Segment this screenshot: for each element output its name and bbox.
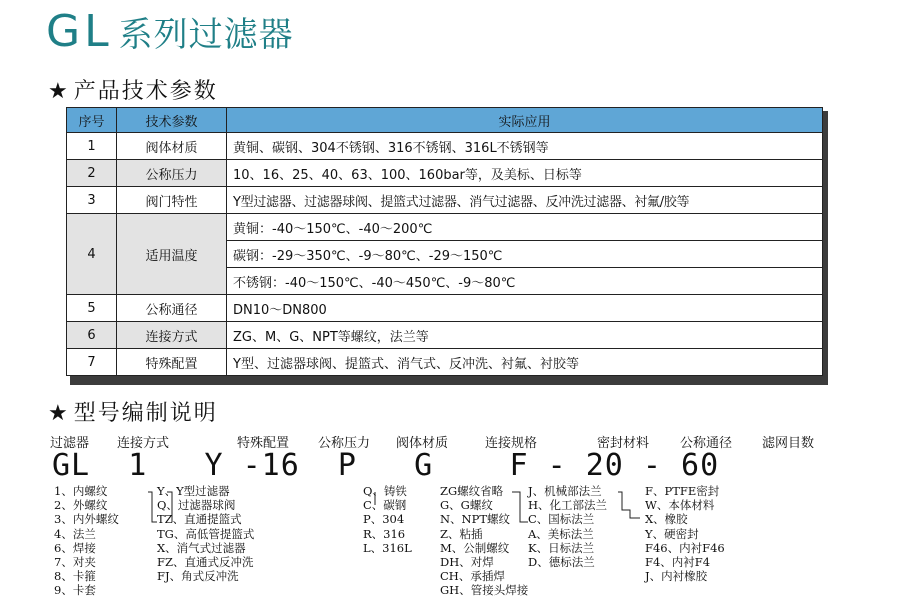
seal-list (645, 484, 725, 583)
row-value: 黄铜：-40～150℃、-40～200℃ (227, 214, 823, 241)
list-item: R、316 (363, 526, 406, 541)
model-label: 连接规格 (485, 436, 538, 451)
model-label: 特殊配置 (237, 436, 290, 451)
header-param: 技术参数 (117, 108, 227, 133)
list-item: 6、焊接 (54, 540, 96, 555)
title-text: 系列过滤器 (118, 15, 294, 55)
list-item: F4、内衬F4 (645, 555, 711, 570)
list-item: F、PTFE密封 (645, 484, 720, 498)
model-code: GL 1 Y -16 P G F - 20 - 60 (52, 448, 720, 483)
row-no: 1 (67, 133, 117, 160)
bracket-connection (148, 492, 157, 522)
model-label: 公称通径 (680, 436, 733, 451)
section-label: 型号编制说明 (73, 401, 218, 426)
row-no: 2 (67, 160, 117, 187)
row-param: 连接方式 (117, 322, 227, 349)
row-value: 不锈钢：-40～150℃、-40～450℃、-9～80℃ (227, 268, 823, 295)
list-item: N、NPT螺纹 (440, 512, 511, 527)
star-icon: ★ (48, 401, 70, 426)
list-item: C、碳钢 (363, 498, 407, 513)
list-item: 3、内外螺纹 (54, 512, 119, 527)
row-value: 黄铜、碳钢、304不锈钢、316不锈钢、316L不锈钢等 (227, 133, 823, 160)
row-value: 10、16、25、40、63、100、160bar等，及美标、日标等 (227, 160, 823, 187)
list-item: FZ、直通式反冲洗 (157, 555, 254, 570)
list-item: ZG螺纹省略 (440, 484, 504, 498)
list-item: Z、粘插 (440, 526, 483, 541)
list-item: J、内衬橡胶 (645, 569, 708, 584)
list-item: Q、过滤器球阀 (157, 498, 236, 513)
row-param: 公称压力 (117, 160, 227, 187)
row-no: 4 (67, 214, 117, 295)
row-no: 3 (67, 187, 117, 214)
list-item: X、消气式过滤器 (157, 540, 246, 555)
list-item: 1、内螺纹 (54, 484, 108, 498)
list-item: 7、对夹 (54, 555, 96, 570)
list-item: K、日标法兰 (528, 540, 595, 555)
connection-list (54, 484, 119, 598)
row-value: 碳钢：-29～350℃、-9～80℃、-29～150℃ (227, 241, 823, 268)
bracket-seal (618, 492, 640, 518)
star-icon: ★ (48, 79, 70, 104)
title-prefix: GL (46, 6, 113, 57)
row-no: 7 (67, 349, 117, 376)
list-item: F46、内衬F46 (645, 540, 725, 555)
header-value: 实际应用 (227, 108, 823, 133)
row-param: 阀门特性 (117, 187, 227, 214)
model-label: 连接方式 (117, 436, 170, 451)
model-label: 公称压力 (318, 436, 371, 451)
list-item: DH、对焊 (440, 555, 494, 570)
thread-list (440, 484, 528, 598)
list-item: W、本体材料 (645, 498, 715, 513)
row-value: ZG、M、G、NPT等螺纹，法兰等 (227, 322, 823, 349)
header-no: 序号 (67, 108, 117, 133)
list-item: H、化工部法兰 (528, 498, 608, 513)
model-label: 滤网目数 (762, 436, 815, 451)
list-item: Q、铸铁 (363, 484, 407, 498)
list-item: TZ、直通提篮式 (157, 512, 242, 527)
list-item: 9、卡套 (54, 583, 96, 598)
row-param: 公称通径 (117, 295, 227, 322)
list-item: P、304 (363, 512, 405, 527)
row-no: 5 (67, 295, 117, 322)
model-label: 密封材料 (597, 436, 650, 451)
material-list (363, 484, 412, 555)
list-item: M、公制螺纹 (440, 540, 510, 555)
list-item: 2、外螺纹 (54, 498, 108, 513)
list-item: X、橡胶 (645, 512, 688, 527)
model-label: 阀体材质 (396, 436, 449, 451)
list-item: 4、法兰 (54, 526, 96, 541)
list-item: TG、高低管提篮式 (157, 526, 255, 541)
list-item: A、美标法兰 (528, 526, 594, 541)
row-param: 特殊配置 (117, 349, 227, 376)
list-item: C、国标法兰 (528, 512, 595, 527)
model-label: 过滤器 (50, 436, 90, 451)
list-item: CH、承插焊 (440, 569, 505, 584)
list-item: GH、管接头焊接 (440, 583, 529, 598)
list-item: D、德标法兰 (528, 555, 595, 570)
row-param: 阀体材质 (117, 133, 227, 160)
row-no: 6 (67, 322, 117, 349)
list-item: G、G螺纹 (440, 498, 493, 513)
list-item: 8、卡箍 (54, 569, 96, 584)
section-label: 产品技术参数 (73, 79, 218, 104)
list-item: Y、硬密封 (645, 526, 699, 541)
row-param: 适用温度 (117, 214, 227, 295)
row-value: Y型过滤器、过滤器球阀、提篮式过滤器、消气过滤器、反冲洗过滤器、衬氟/胶等 (227, 187, 823, 214)
special-list (157, 484, 254, 583)
row-value: Y型、过滤器球阀、提篮式、消气式、反冲洗、衬氟、衬胶等 (227, 349, 823, 376)
list-item: J、机械部法兰 (528, 484, 602, 498)
row-value: DN10～DN800 (227, 295, 823, 322)
list-item: L、316L (363, 540, 412, 555)
list-item: FJ、角式反冲洗 (157, 569, 239, 584)
flange-list (528, 484, 607, 569)
list-item: Y、Y型过滤器 (157, 484, 230, 498)
